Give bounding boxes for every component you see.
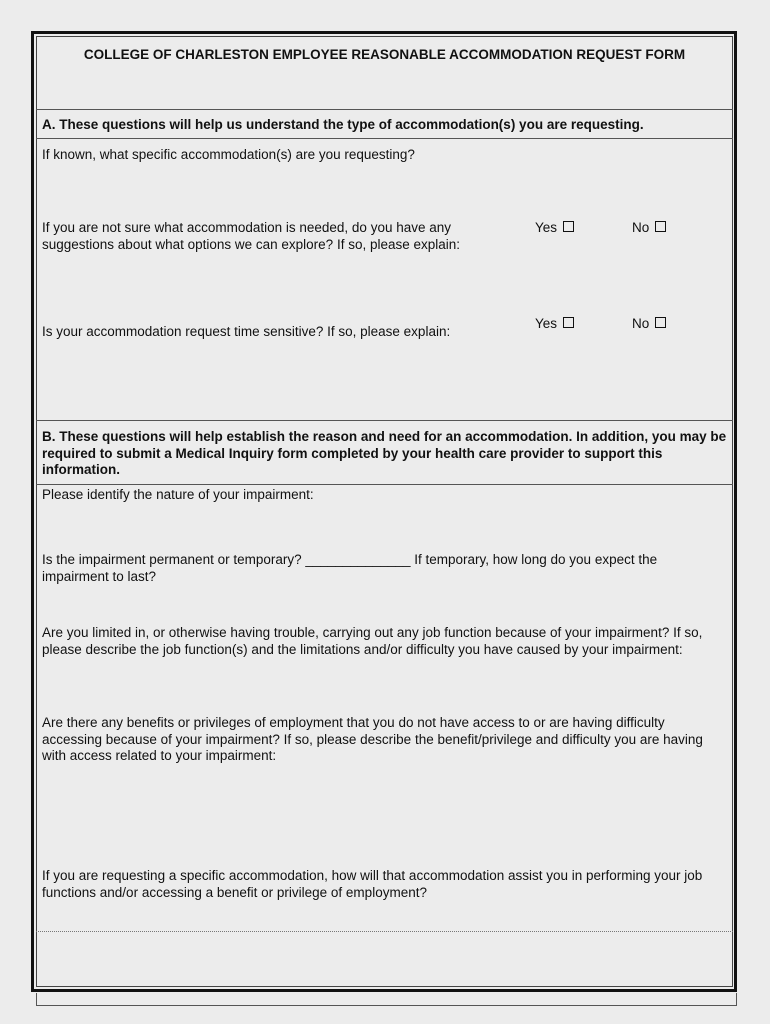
divider-before-b [36, 420, 733, 421]
bottom-strip [36, 993, 737, 1006]
q2-no-option[interactable] [632, 220, 666, 235]
q3-no-option[interactable] [632, 316, 666, 331]
q2-yes-checkbox[interactable] [563, 221, 574, 232]
q3-yes-label: Yes [535, 316, 558, 331]
divider-section-b [36, 484, 733, 485]
section-b-q3: Are you limited in, or otherwise having trouble, carrying out any job function because of your impairment? If so, please describe the job function(s) and the limitations and/or difficulty you have caused by your impairment: [42, 625, 703, 657]
section-a-q1: If known, what specific accommodation(s) are you requesting? [42, 147, 415, 162]
section-b-q2: Is the impairment permanent or temporary? ______________ If temporary, how long do you expect the impairment to last? [42, 552, 658, 584]
section-b-q1: Please identify the nature of your impairment: [42, 487, 314, 502]
q3-yes-checkbox[interactable] [563, 317, 574, 328]
q2-no-label: No [632, 220, 650, 235]
form-title: COLLEGE OF CHARLESTON EMPLOYEE REASONABLE ACCOMMODATION REQUEST FORM [83, 47, 686, 62]
divider-bottom [36, 931, 733, 932]
form-inner-border [36, 36, 733, 987]
q2-no-checkbox[interactable] [655, 221, 666, 232]
q2-yes-option[interactable] [535, 220, 574, 235]
section-a-q2: If you are not sure what accommodation is needed, do you have any suggestions about what options we can explore? If so, please explain: [42, 220, 461, 252]
section-b-q5: If you are requesting a specific accommodation, how will that accommodation assist you in performing your job functions and/or accessing a benefit or privilege of employment? [42, 868, 703, 900]
q3-yes-option[interactable] [535, 316, 574, 331]
q3-no-label: No [632, 316, 650, 331]
divider-title [36, 109, 733, 110]
section-b-q4: Are there any benefits or privileges of employment that you do not have access to or are having difficulty accessing because of your impairment? If so, please describe the benefit/privilege and difficulty you are having with access related to your impairment: [42, 715, 703, 763]
q2-yes-label: Yes [535, 220, 558, 235]
q3-no-checkbox[interactable] [655, 317, 666, 328]
section-b-heading: B. These questions will help establish the reason and need for an accommodation. In addition, you may be required to submit a Medical Inquiry form completed by your health care provider to support this information. [42, 429, 727, 477]
divider-section-a [36, 138, 733, 139]
section-a-q3: Is your accommodation request time sensitive? If so, please explain: [42, 324, 451, 339]
section-a-heading: A. These questions will help us understand the type of accommodation(s) you are requesting. [42, 117, 644, 132]
